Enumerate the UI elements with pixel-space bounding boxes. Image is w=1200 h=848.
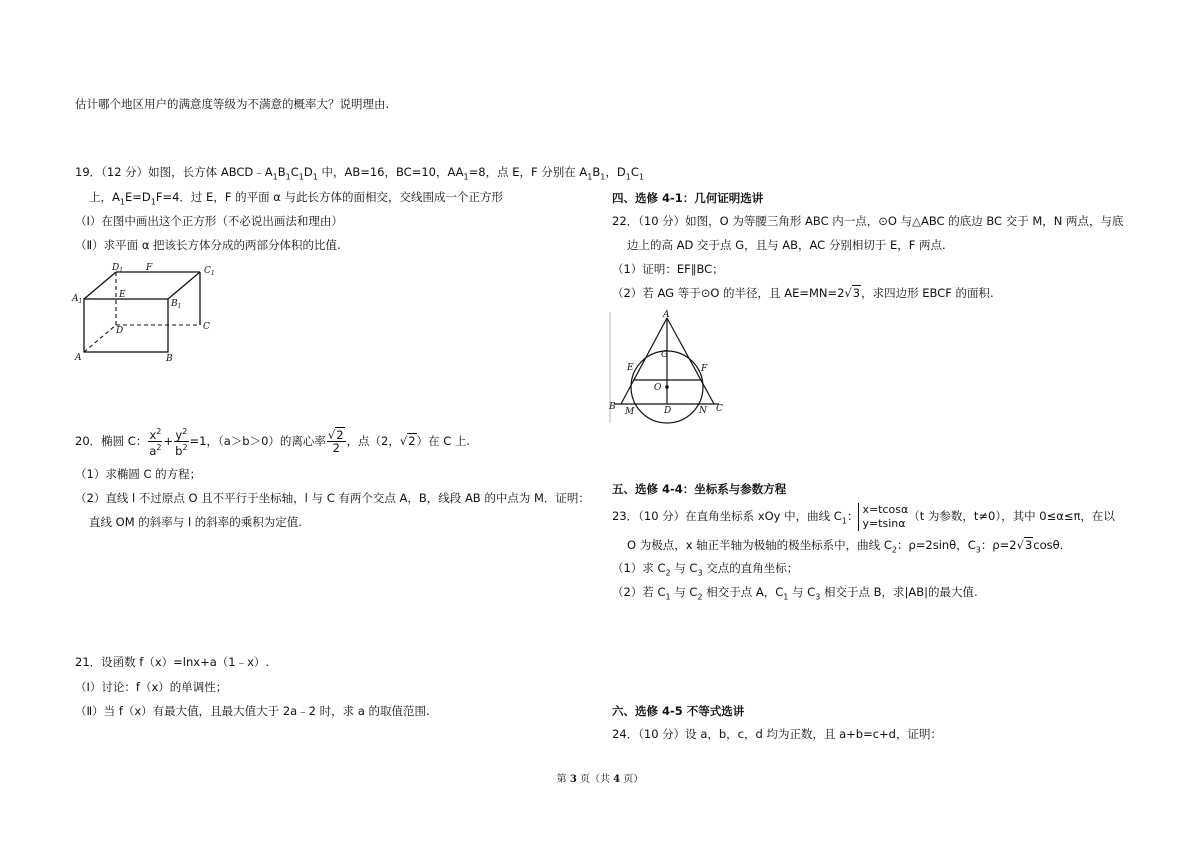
fraction-x2-a2: $\frac{x^2}{a^2}$ [149,427,162,458]
label-G: G [661,350,669,360]
section-5-title: 五、选修 4-4：坐标系与参数方程 [612,482,787,496]
label-E: E [627,363,634,373]
q21-line-3: （Ⅱ）当 f（x）有最大值，且最大值大于 2a﹣2 时，求 a 的取值范围. [75,704,430,718]
label-O: O [654,383,662,393]
label-B1: $B_1$ [171,299,182,310]
label-E: E [119,290,126,300]
section-6-title: 六、选修 4-5 不等式选讲 [612,704,745,718]
label-B: B [609,402,616,412]
label-A: A [75,353,82,363]
fraction-y2-b2: $\frac{y^2}{b^2}$ [175,427,188,458]
page-footer: 第 3 页（共 4 页） [556,774,644,785]
section-4-title: 四、选修 4-1：几何证明选讲 [612,191,764,205]
q20-line-1: 20．椭圆 C： $\frac{x^2}{a^2}$ + $\frac{y^2}{b^2}$ =1，（a＞b＞0）的离心率 $\frac{√2}{2}$ ，点（2，√2）在 C 上. [75,427,471,458]
q21-line-1: 21．设函数 f（x）=lnx+a（1﹣x）. [75,655,270,669]
q20-line-2: （1）求椭圆 C 的方程； [75,467,202,481]
label-C: C [203,322,210,332]
q23-line-2: O 为极点，x 轴正半轴为极轴的极坐标系中，曲线 $C_2$：ρ=2sinθ，$C_3$：ρ=2√3cosθ. [627,538,1064,555]
label-F: F [701,364,708,374]
label-A1: $A_1$ [72,294,83,305]
q23-line-4: （2）若 $C_1$ 与 $C_2$ 相交于点 A，$C_1$ 与 $C_3$ 相交于点 B，求|AB|的最大值. [612,585,978,602]
q24-line-1: 24．（10 分）设 a，b，c，d 均为正数，且 a+b=c+d，证明： [612,727,942,741]
label-B: B [166,354,173,364]
label-C1: $C_1$ [204,266,215,277]
q19-line-3: （Ⅰ）在图中画出这个正方形（不必说出画法和理由） [75,214,343,228]
label-M: M [625,407,635,417]
label-F: F [146,263,153,273]
label-D1: $D_1$ [112,263,124,274]
q21-line-2: （Ⅰ）讨论：f（x）的单调性； [75,680,228,694]
label-A: A [663,310,670,320]
label-N: N [699,406,707,416]
q22-line-3: （1）证明：EF∥BC； [612,262,724,276]
q19-line-1: 19．（12 分）如图，长方体 $ABCD﹣A_1B_1C_1D_1$ 中，AB=16，BC=10，$AA_1=8$，点 E，F 分别在 $A_1B_1$，$D_1C_1$ [75,165,644,182]
q23-line-3: （1）求 $C_2$ 与 $C_3$ 交点的直角坐标； [612,561,799,578]
label-C: C [716,404,723,414]
label-D: D [116,326,124,336]
fraction-eccentricity: $\frac{√2}{2}$ [327,428,344,455]
q19-line-2: 上，$A_1E=D_1F=4$．过 E，F 的平面 α 与此长方体的面相交，交线围成一个正方形 [89,190,503,207]
q19-line-4: （Ⅱ）求平面 α 把该长方体分成的两部分体积的比值. [75,238,341,252]
q22-line-4: （2）若 AG 等于⊙O 的半径，且 AE=MN=2√3，求四边形 EBCF 的面积. [612,286,994,300]
cuboid-figure [70,262,230,364]
label-D: D [664,406,672,416]
q23-line-1: 23．（10 分）在直角坐标系 xOy 中，曲线 $C_1$： x=tcosα y=tsinα （t 为参数，t≠0），其中 0≤α≤π，在以 [612,502,1115,530]
intro-line: 估计哪个地区用户的满意度等级为不满意的概率大？说明理由. [75,97,390,111]
triangle-circle-figure [606,308,736,428]
q20-line-4: 直线 OM 的斜率与 l 的斜率的乘积为定值. [89,515,302,529]
q20-line-3: （2）直线 l 不过原点 O 且不平行于坐标轴，l 与 C 有两个交点 A，B，线段 AB 的中点为 M．证明： [75,491,590,505]
parametric-system: x=tcosα y=tsinα [858,503,908,531]
q22-line-2: 边上的高 AD 交于点 G，且与 AB，AC 分别相切于 E，F 两点. [627,238,946,252]
q22-line-1: 22．（10 分）如图，O 为等腰三角形 ABC 内一点，⊙O 与△ABC 的底边 BC 交于 M，N 两点，与底 [612,214,1124,228]
